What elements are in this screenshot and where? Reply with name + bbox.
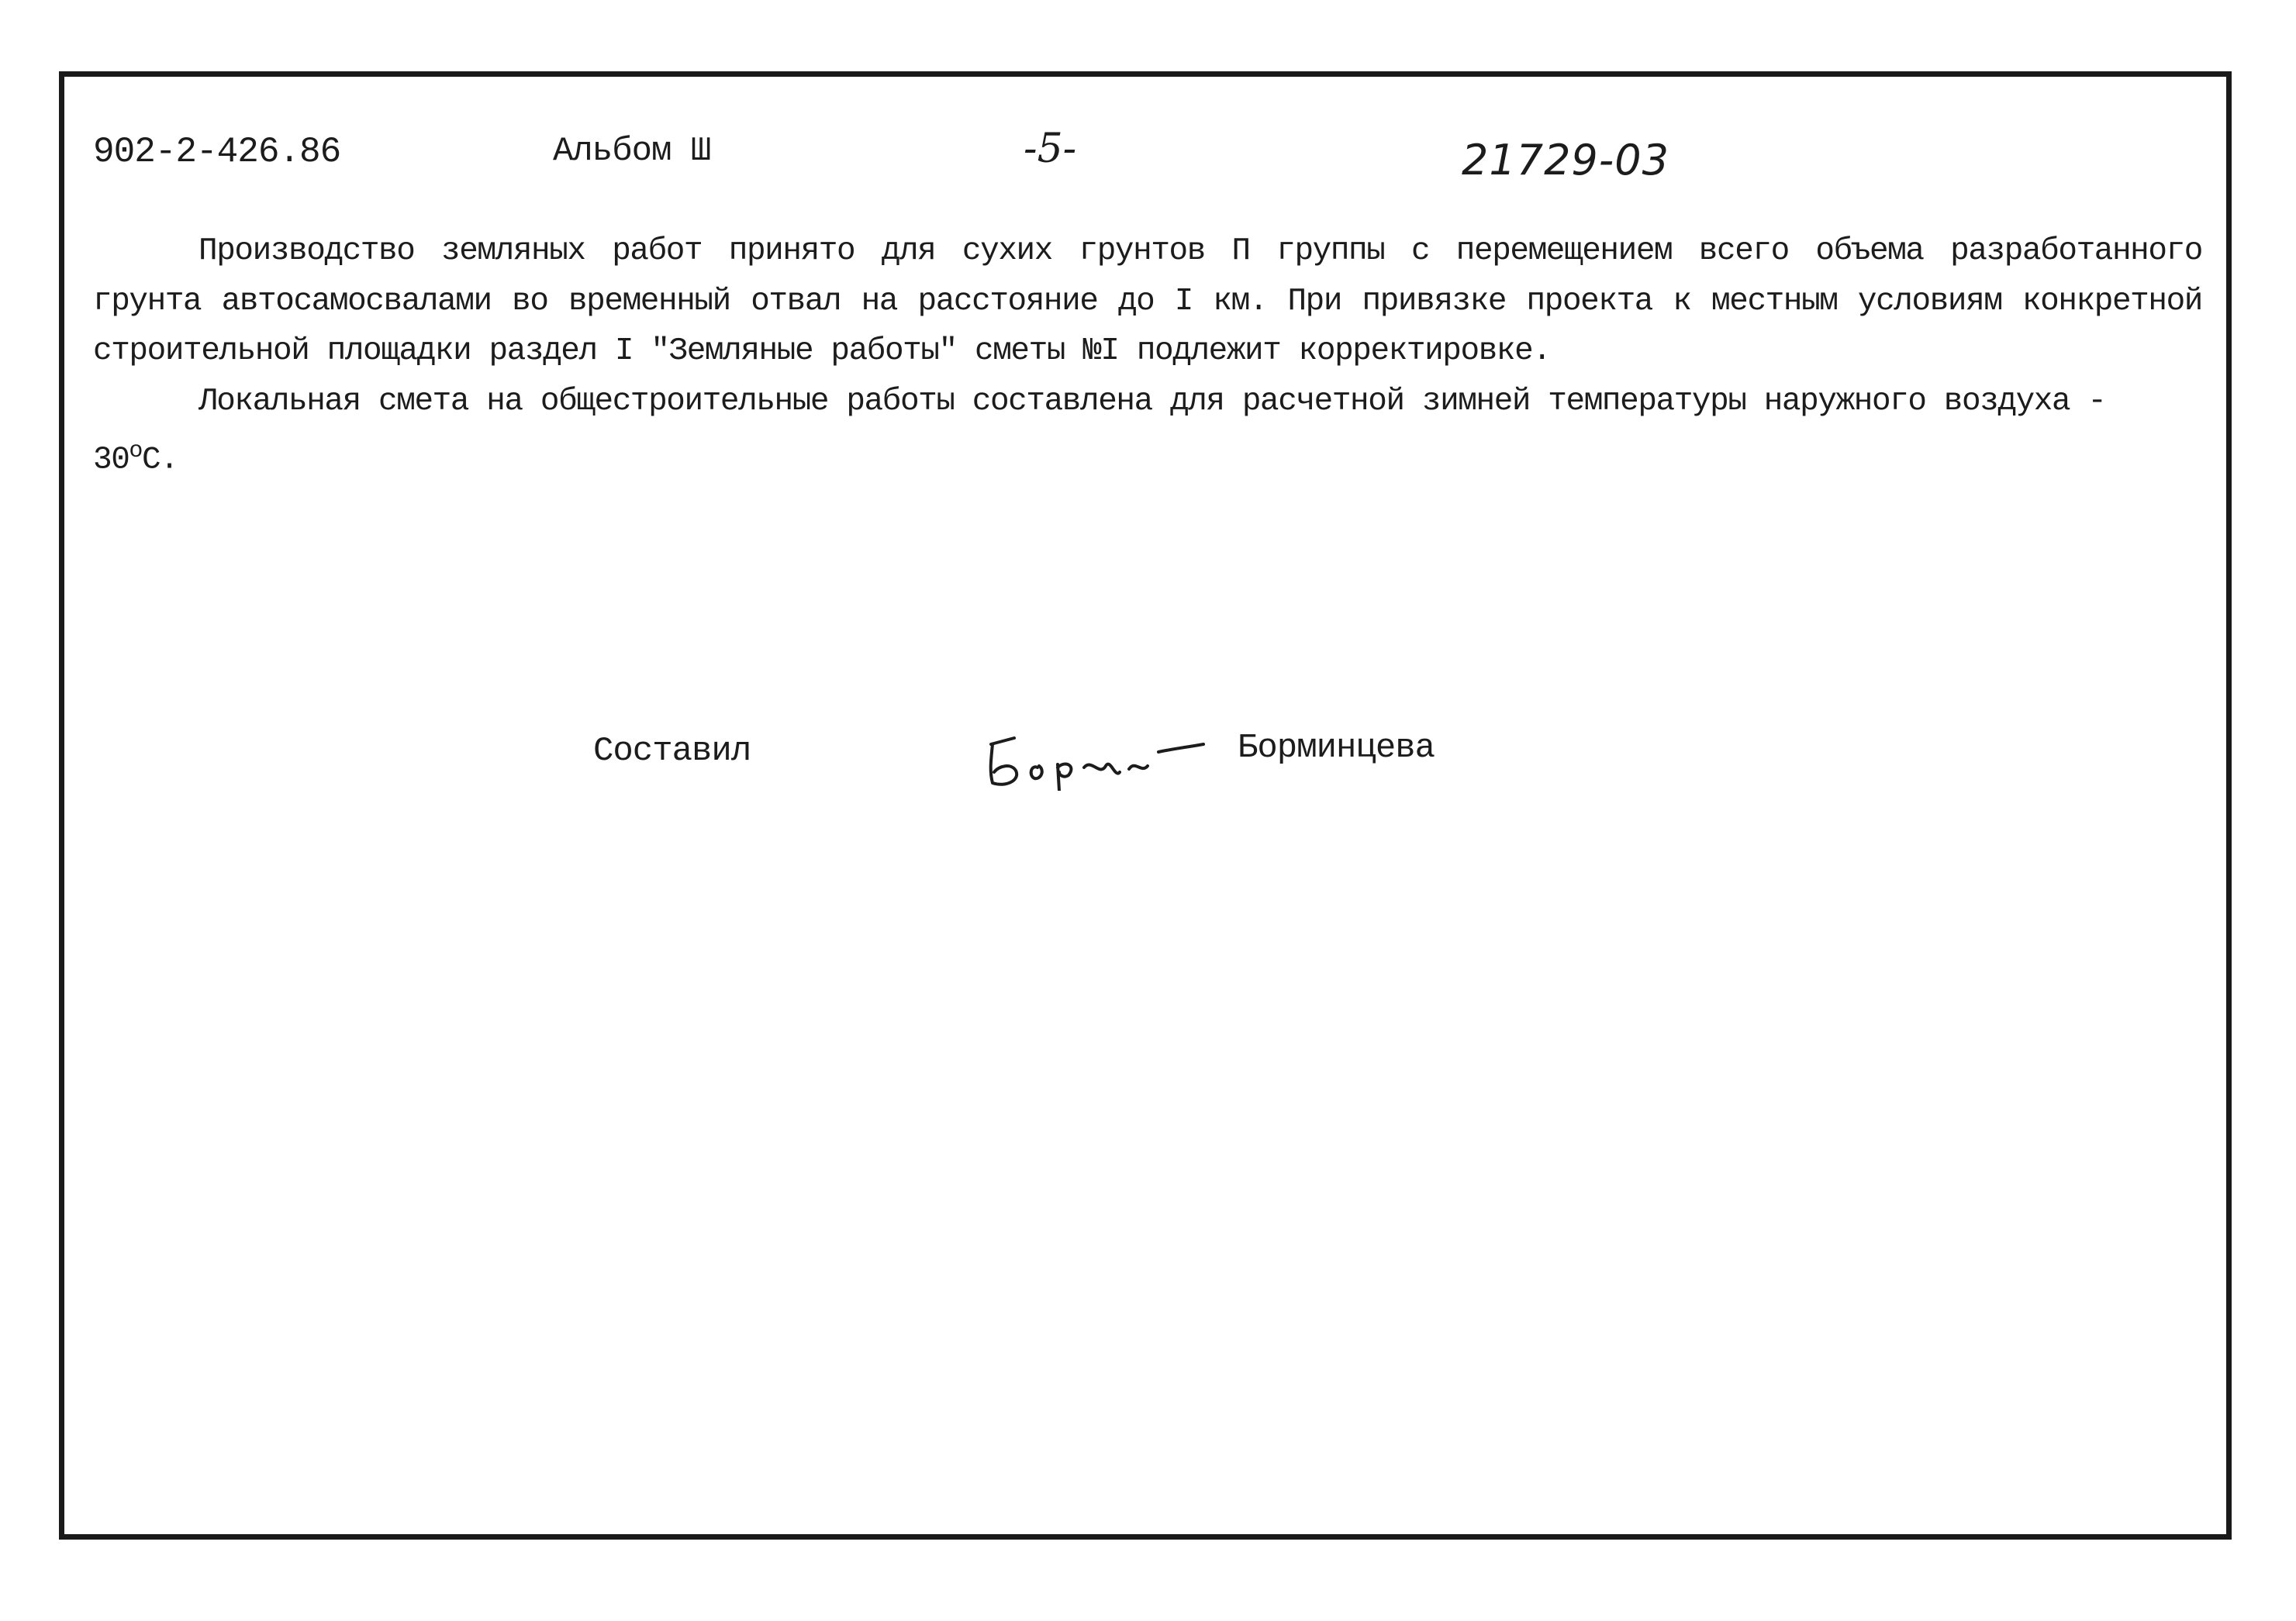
paragraph-earthworks: Производство земляных работ принято для сухих грунтов П группы с перемещением всего объема разработанного грунта автосамосвалами во временный отвал на расстояние до I км. При привязке проекта к местным условиям конкретной строительной площадки раздел I "Земляные работы" сметы №I подлежит корректировке. (93, 233, 2202, 369)
document-body (93, 226, 2202, 485)
inventory-number: 21729-03 (1462, 136, 1669, 185)
handwritten-signature (983, 721, 1208, 791)
signature-name: Борминцева (1238, 729, 1435, 767)
degree-sign: о (129, 438, 143, 464)
album-label: Альбом Ш (553, 132, 711, 171)
paragraph-local-estimate-text: Локальная смета на общестроительные работы составлена для расчетной зимней температуры наружного воздуха - 30 (93, 383, 2106, 478)
paragraph-local-estimate (93, 377, 2202, 486)
signature-label: Составил (593, 732, 751, 771)
page-number: -5- (1024, 126, 1077, 172)
document-code: 902-2-426.86 (93, 132, 341, 172)
temperature-unit: С. (142, 442, 178, 478)
